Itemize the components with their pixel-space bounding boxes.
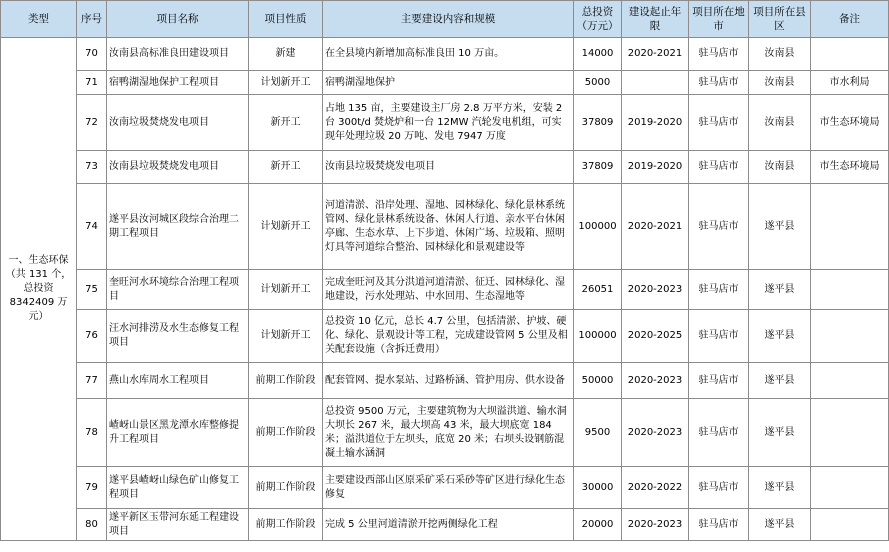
row-city: 驻马店市 [689, 38, 749, 71]
row-city: 驻马店市 [689, 270, 749, 310]
row-remark [811, 270, 889, 310]
header-content: 主要建设内容和规模 [323, 1, 574, 38]
row-content: 主要建设西部山区原采矿采石采砂等矿区进行绿化生态修复 [323, 467, 574, 509]
table-row [1, 363, 889, 399]
row-name: 汝南县垃圾焚烧发电项目 [107, 151, 249, 184]
row-nature: 前期工作阶段 [249, 509, 323, 541]
table-row [1, 151, 889, 184]
row-county: 汝南县 [749, 95, 811, 151]
row-remark [811, 38, 889, 71]
row-name: 汪水河排涝及水生态修复工程项目 [107, 310, 249, 363]
row-content: 完成奎旺河及其分洪道河道清淤、征迁、园林绿化、湿地建设，污水处理站、中水回用、生态湿地等 [323, 270, 574, 310]
header-seq: 序号 [77, 1, 107, 38]
row-seq: 71 [77, 71, 107, 95]
row-name: 嵖岈山景区黑龙潭水库整修提升工程项目 [107, 399, 249, 467]
row-city: 驻马店市 [689, 71, 749, 95]
row-nature: 新开工 [249, 151, 323, 184]
row-invest: 20000 [574, 509, 622, 541]
header-years: 建设起止年限 [622, 1, 689, 38]
row-county: 遂平县 [749, 467, 811, 509]
row-county: 遂平县 [749, 270, 811, 310]
row-city: 驻马店市 [689, 184, 749, 270]
row-remark: 市生态环境局 [811, 151, 889, 184]
row-city: 驻马店市 [689, 467, 749, 509]
row-years: 2020-2021 [622, 38, 689, 71]
row-county: 汝南县 [749, 151, 811, 184]
table-row [1, 310, 889, 363]
header-county: 项目所在县区 [749, 1, 811, 38]
row-years: 2020-2023 [622, 399, 689, 467]
row-years: 2020-2022 [622, 467, 689, 509]
row-content: 在全县境内新增加高标准良田 10 万亩。 [323, 38, 574, 71]
row-city: 驻马店市 [689, 310, 749, 363]
row-county: 汝南县 [749, 71, 811, 95]
header-row [1, 1, 889, 38]
row-seq: 77 [77, 363, 107, 399]
row-invest: 100000 [574, 310, 622, 363]
row-county: 遂平县 [749, 184, 811, 270]
row-nature: 计划新开工 [249, 310, 323, 363]
row-seq: 72 [77, 95, 107, 151]
row-name: 汝南县高标准良田建设项目 [107, 38, 249, 71]
row-content: 河道清淤、沿岸处理、湿地、园林绿化、绿化景林系统管网、绿化景林系统设备、休闲人行道、亲水平台休闲亭廊、生态水草、上下步道、休闲广场、垃圾箱、照明灯具等河道综合整治、园林绿化和景观建设等 [323, 184, 574, 270]
header-nature: 项目性质 [249, 1, 323, 38]
row-nature: 计划新开工 [249, 71, 323, 95]
row-name: 奎旺河水环境综合治理工程项目 [107, 270, 249, 310]
row-content: 占地 135 亩，主要建设主厂房 2.8 万平方米，安装 2 台 300t/d 焚烧炉和一台 12MW 汽轮发电机组，可实现年处理垃圾 20 万吨、发电 7947 万度 [323, 95, 574, 151]
row-remark: 市生态环境局 [811, 95, 889, 151]
row-seq: 73 [77, 151, 107, 184]
row-city: 驻马店市 [689, 363, 749, 399]
row-seq: 75 [77, 270, 107, 310]
row-city: 驻马店市 [689, 399, 749, 467]
row-invest: 30000 [574, 467, 622, 509]
row-invest: 100000 [574, 184, 622, 270]
row-invest: 26051 [574, 270, 622, 310]
row-seq: 78 [77, 399, 107, 467]
row-county: 汝南县 [749, 38, 811, 71]
table-row [1, 71, 889, 95]
row-nature: 前期工作阶段 [249, 363, 323, 399]
row-county: 遂平县 [749, 399, 811, 467]
row-seq: 74 [77, 184, 107, 270]
row-nature: 新建 [249, 38, 323, 71]
row-content: 完成 5 公里河道清淤开挖两侧绿化工程 [323, 509, 574, 541]
row-invest: 14000 [574, 38, 622, 71]
header-type: 类型 [1, 1, 77, 38]
row-name: 宿鸭湖湿地保护工程项目 [107, 71, 249, 95]
row-name: 汝南垃圾焚烧发电项目 [107, 95, 249, 151]
row-remark [811, 467, 889, 509]
row-invest: 50000 [574, 363, 622, 399]
row-nature: 新开工 [249, 95, 323, 151]
table-row [1, 95, 889, 151]
row-years: 2019-2020 [622, 151, 689, 184]
row-years: 2020-2025 [622, 310, 689, 363]
row-years: 2020-2023 [622, 509, 689, 541]
row-county: 遂平县 [749, 363, 811, 399]
row-nature: 前期工作阶段 [249, 467, 323, 509]
row-remark [811, 399, 889, 467]
row-content: 配套管网、提水泵站、过路桥涵、管护用房、供水设备 [323, 363, 574, 399]
row-county: 遂平县 [749, 509, 811, 541]
row-city: 驻马店市 [689, 151, 749, 184]
row-content: 总投资 10 亿元，总长 4.7 公里，包括清淤、护坡、硬化、绿化、景观设计等工程，完成建设管网 5 公里及相关配套设施（含拆迁费用） [323, 310, 574, 363]
header-name: 项目名称 [107, 1, 249, 38]
row-county: 遂平县 [749, 310, 811, 363]
row-nature: 计划新开工 [249, 270, 323, 310]
row-name: 遂平新区玉带河东延工程建设项目 [107, 509, 249, 541]
row-name: 燕山水库周水工程项目 [107, 363, 249, 399]
row-remark [811, 509, 889, 541]
row-invest: 5000 [574, 71, 622, 95]
table-row [1, 509, 889, 541]
row-name: 遂平县汝河城区段综合治理二期工程项目 [107, 184, 249, 270]
row-city: 驻马店市 [689, 509, 749, 541]
row-seq: 80 [77, 509, 107, 541]
row-name: 遂平县嵖岈山绿色矿山修复工程项目 [107, 467, 249, 509]
table-row [1, 270, 889, 310]
row-invest: 37809 [574, 95, 622, 151]
row-content: 汝南县垃圾焚烧发电项目 [323, 151, 574, 184]
row-content: 宿鸭湖湿地保护 [323, 71, 574, 95]
table-row [1, 399, 889, 467]
row-seq: 76 [77, 310, 107, 363]
table-row [1, 184, 889, 270]
row-remark [811, 363, 889, 399]
row-remark: 市水利局 [811, 71, 889, 95]
row-remark [811, 184, 889, 270]
header-invest: 总投资（万元） [574, 1, 622, 38]
table-row [1, 467, 889, 509]
row-seq: 70 [77, 38, 107, 71]
row-content: 总投资 9500 万元，主要建筑物为大坝溢洪道、输水洞大坝长 267 米，最大坝高 43 米，最大坝底宽 184 米；溢洪道位于左坝头，底宽 20 米；右坝头设钢筋混凝土输水涵洞 [323, 399, 574, 467]
row-years: 2019-2020 [622, 95, 689, 151]
row-years: 2020-2023 [622, 270, 689, 310]
row-nature: 前期工作阶段 [249, 399, 323, 467]
row-city: 驻马店市 [689, 95, 749, 151]
category-cell: 一、生态环保（共 131 个，总投资 8342409 万元） [1, 38, 77, 541]
table-row [1, 38, 889, 71]
row-nature: 计划新开工 [249, 184, 323, 270]
header-remark: 备注 [811, 1, 889, 38]
row-years: 2020-2021 [622, 184, 689, 270]
row-seq: 79 [77, 467, 107, 509]
row-years: 2020-2023 [622, 363, 689, 399]
row-invest: 9500 [574, 399, 622, 467]
row-remark [811, 310, 889, 363]
row-years [622, 71, 689, 95]
row-invest: 37809 [574, 151, 622, 184]
header-city: 项目所在地市 [689, 1, 749, 38]
